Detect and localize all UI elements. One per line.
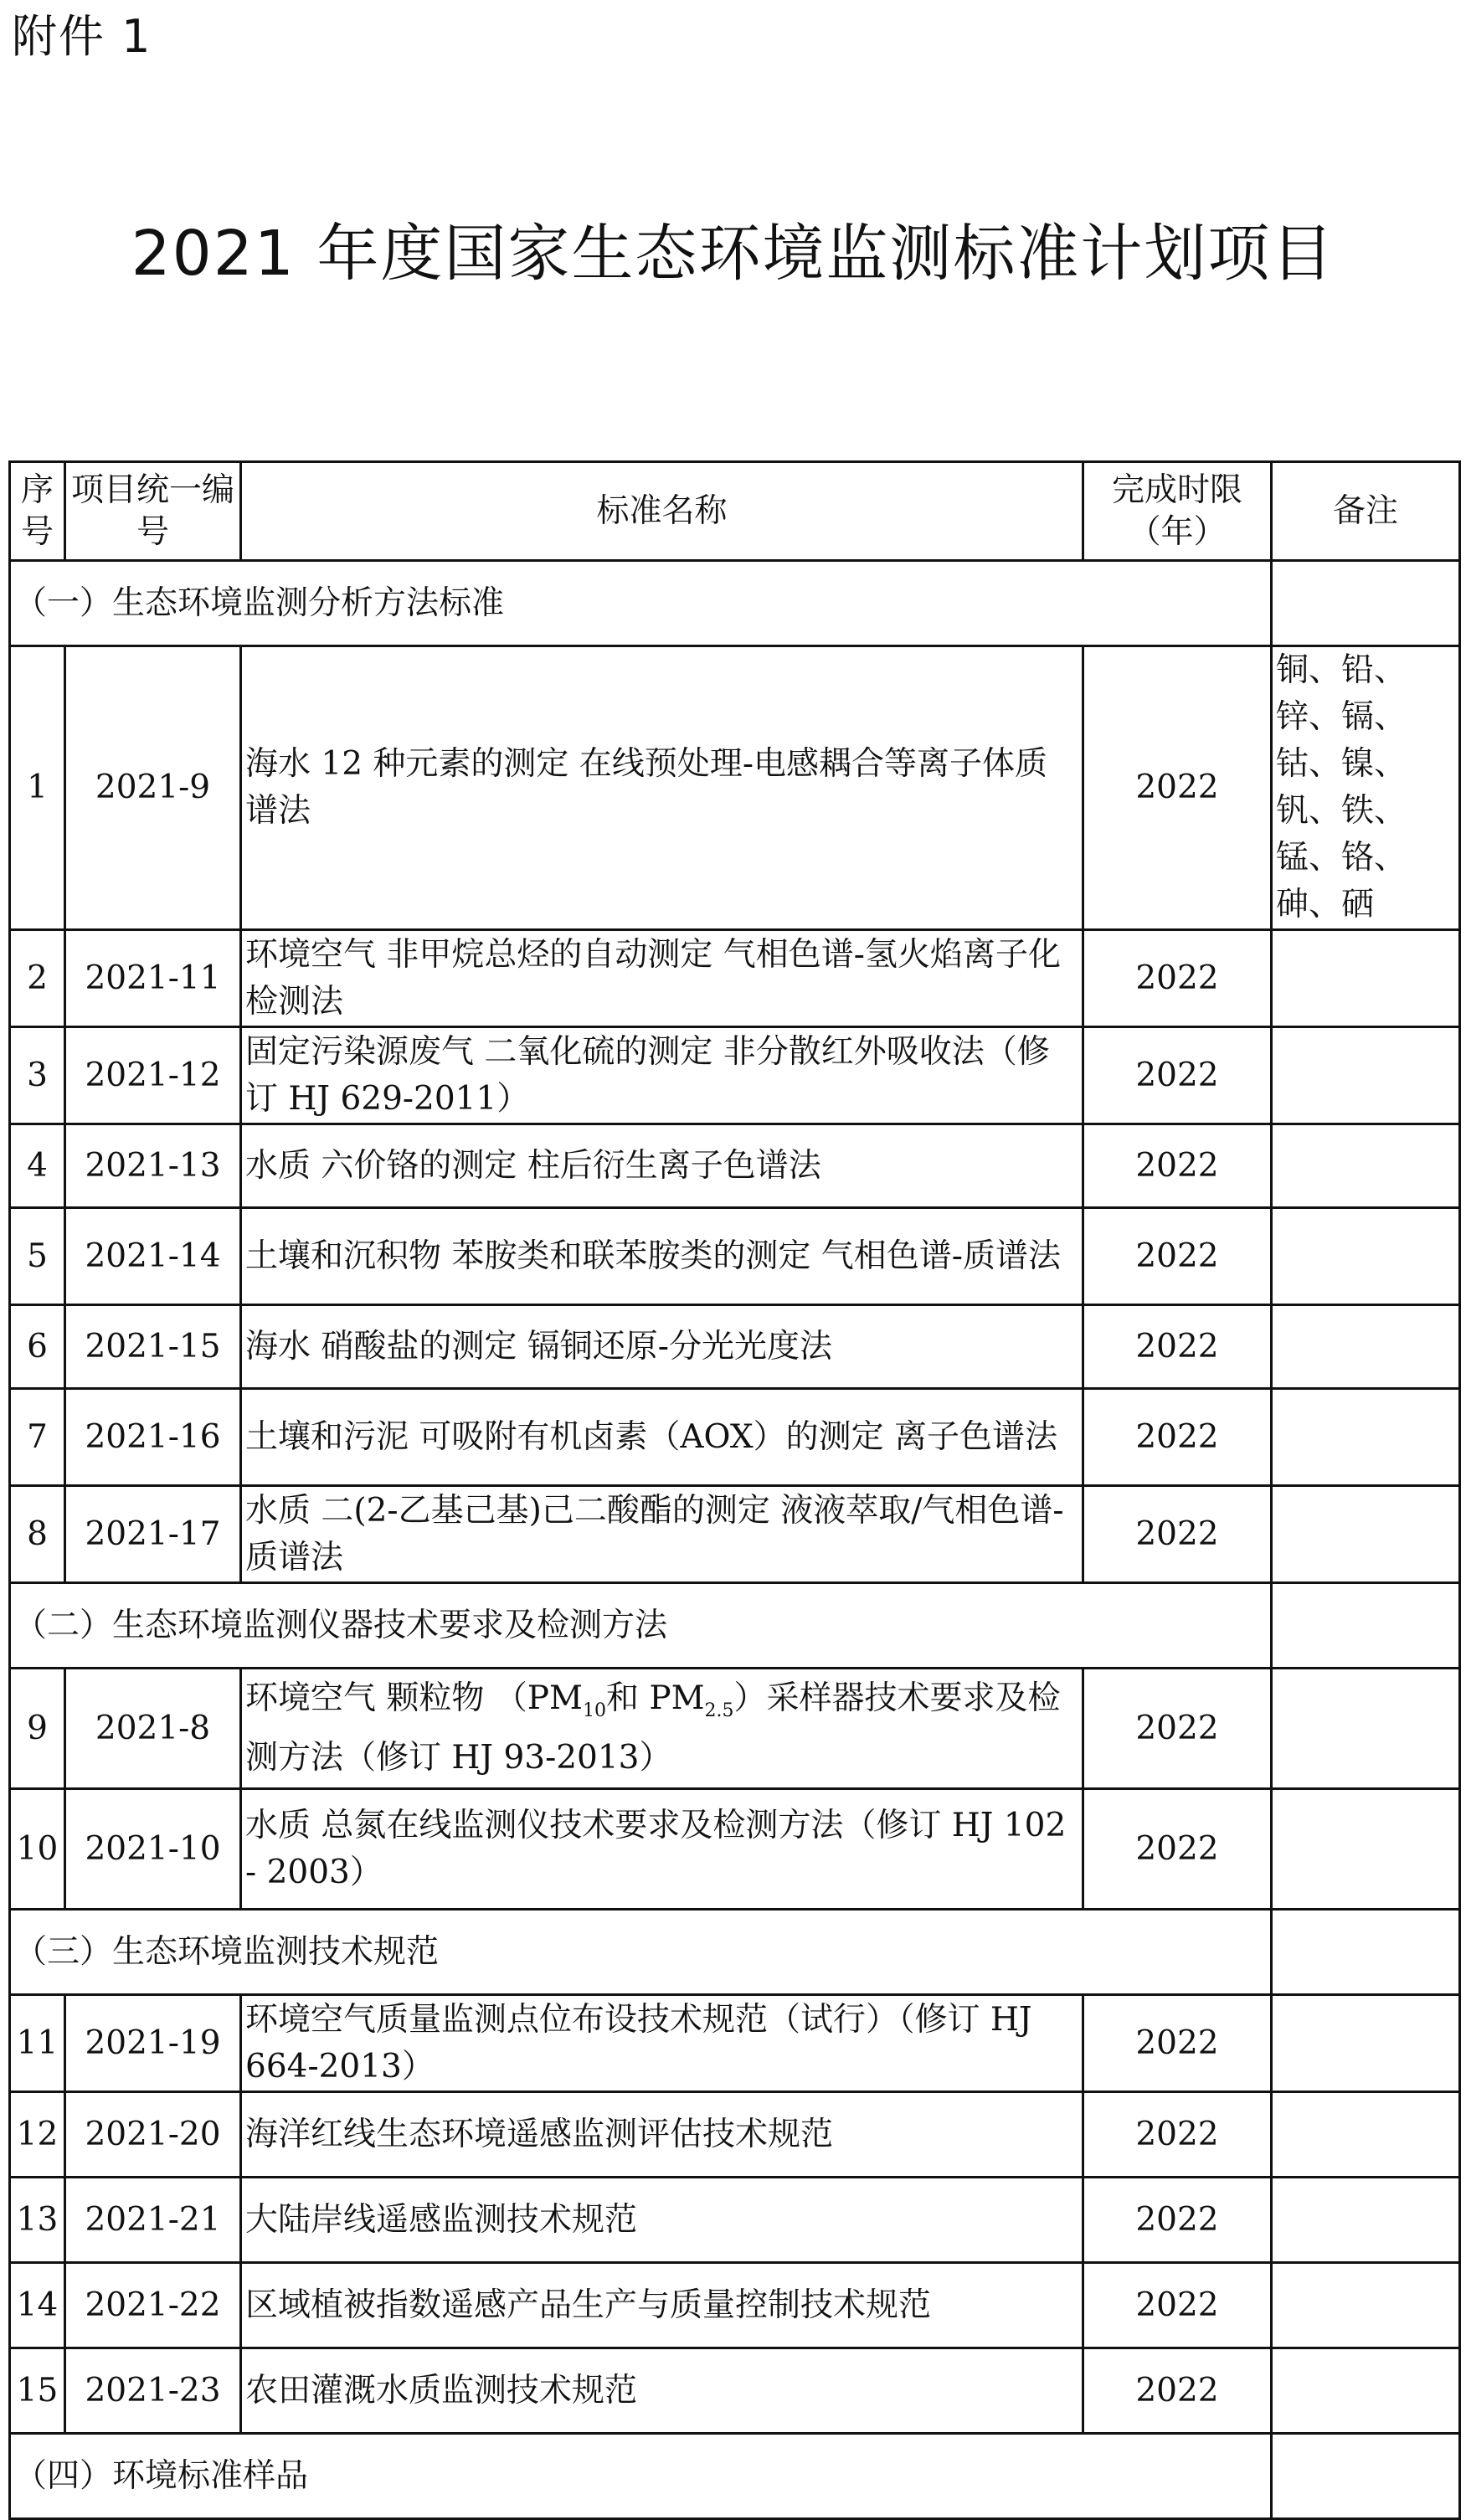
row-deadline: 2022 (1083, 2178, 1272, 2263)
row-code: 2021-10 (65, 1789, 241, 1910)
row-deadline: 2022 (1083, 1305, 1272, 1389)
row-code: 2021-17 (65, 1486, 241, 1583)
pm25-subscript: 2.5 (704, 1700, 734, 1721)
table-row (10, 1389, 1460, 1486)
row-standard-name: 水质 总氮在线监测仪技术要求及检测方法（修订 HJ 102 - 2003） (241, 1789, 1083, 1910)
row-remark (1272, 1027, 1460, 1124)
row-deadline: 2022 (1083, 1389, 1272, 1486)
row-deadline: 2022 (1083, 2348, 1272, 2434)
row-standard-name: 水质 二(2-乙基己基)己二酸酯的测定 液液萃取/气相色谱-质谱法 (241, 1486, 1083, 1583)
table-header-row (10, 462, 1460, 561)
section-remark-cell (1272, 2434, 1460, 2519)
table-row (10, 1669, 1460, 1789)
row-code: 2021-12 (65, 1027, 241, 1124)
row-remark (1272, 1124, 1460, 1208)
row-seq: 10 (10, 1789, 65, 1910)
name-part: ）采样器技术要求及检测方法（修订 HJ 93-2013） (245, 1679, 1061, 1777)
table-row (10, 2263, 1460, 2348)
column-header-name: 标准名称 (241, 462, 1083, 561)
row-remark (1272, 930, 1460, 1027)
row-remark (1272, 1669, 1460, 1789)
row-code: 2021-19 (65, 1995, 241, 2092)
row-remark (1272, 2178, 1460, 2263)
row-seq: 11 (10, 1995, 65, 2092)
standards-plan-table (8, 460, 1461, 2520)
row-code: 2021-21 (65, 2178, 241, 2263)
table-row (10, 1124, 1460, 1208)
row-remark (1272, 1305, 1460, 1389)
row-code: 2021-9 (65, 646, 241, 930)
row-seq: 7 (10, 1389, 65, 1486)
name-part: 和 PM (605, 1679, 705, 1718)
attachment-label: 附件 1 (12, 10, 152, 63)
row-standard-name: 农田灌溉水质监测技术规范 (241, 2348, 1083, 2434)
section-remark-cell (1272, 561, 1460, 646)
table-row (10, 2178, 1460, 2263)
row-deadline: 2022 (1083, 2092, 1272, 2178)
section-row (10, 1583, 1460, 1669)
row-remark (1272, 1389, 1460, 1486)
row-standard-name: 土壤和污泥 可吸附有机卤素（AOX）的测定 离子色谱法 (241, 1389, 1083, 1486)
row-remark (1272, 2263, 1460, 2348)
row-seq: 4 (10, 1124, 65, 1208)
column-header-remark: 备注 (1272, 462, 1460, 561)
row-standard-name: 环境空气质量监测点位布设技术规范（试行）（修订 HJ 664-2013） (241, 1995, 1083, 2092)
section-remark-cell (1272, 1583, 1460, 1669)
section-remark-cell (1272, 1910, 1460, 1995)
row-remark (1272, 2348, 1460, 2434)
section-row (10, 561, 1460, 646)
column-header-seq: 序号 (10, 462, 65, 561)
row-code: 2021-11 (65, 930, 241, 1027)
row-seq: 6 (10, 1305, 65, 1389)
row-deadline: 2022 (1083, 1486, 1272, 1583)
table-row (10, 2348, 1460, 2434)
row-remark: 铜、铅、锌、镉、钴、镍、钒、铁、锰、铬、砷、硒 (1272, 646, 1460, 930)
row-standard-name: 海洋红线生态环境遥感监测评估技术规范 (241, 2092, 1083, 2178)
row-standard-name (241, 1669, 1083, 1789)
row-seq: 15 (10, 2348, 65, 2434)
row-deadline: 2022 (1083, 646, 1272, 930)
row-seq: 14 (10, 2263, 65, 2348)
pm10-subscript: 10 (582, 1700, 606, 1721)
row-code: 2021-8 (65, 1669, 241, 1789)
table-row (10, 1208, 1460, 1305)
row-standard-name: 区域植被指数遥感产品生产与质量控制技术规范 (241, 2263, 1083, 2348)
row-seq: 1 (10, 646, 65, 930)
page-title: 2021 年度国家生态环境监测标准计划项目 (131, 218, 1335, 290)
row-remark (1272, 1208, 1460, 1305)
row-standard-name: 海水 硝酸盐的测定 镉铜还原-分光光度法 (241, 1305, 1083, 1389)
row-standard-name: 环境空气 非甲烷总烃的自动测定 气相色谱-氢火焰离子化检测法 (241, 930, 1083, 1027)
row-code: 2021-20 (65, 2092, 241, 2178)
row-deadline: 2022 (1083, 1124, 1272, 1208)
row-code: 2021-15 (65, 1305, 241, 1389)
table-row (10, 930, 1460, 1027)
row-remark (1272, 1486, 1460, 1583)
row-standard-name: 海水 12 种元素的测定 在线预处理-电感耦合等离子体质谱法 (241, 646, 1083, 930)
row-code: 2021-23 (65, 2348, 241, 2434)
table-row (10, 1305, 1460, 1389)
table-row (10, 1486, 1460, 1583)
row-standard-name: 水质 六价铬的测定 柱后衍生离子色谱法 (241, 1124, 1083, 1208)
section-heading: （一）生态环境监测分析方法标准 (10, 561, 1272, 646)
row-seq: 2 (10, 930, 65, 1027)
row-deadline: 2022 (1083, 1789, 1272, 1910)
row-code: 2021-16 (65, 1389, 241, 1486)
row-deadline: 2022 (1083, 2263, 1272, 2348)
row-remark (1272, 2092, 1460, 2178)
section-row (10, 2434, 1460, 2519)
section-row (10, 1910, 1460, 1995)
row-remark (1272, 1789, 1460, 1910)
row-standard-name: 固定污染源废气 二氧化硫的测定 非分散红外吸收法（修订 HJ 629-2011） (241, 1027, 1083, 1124)
row-seq: 5 (10, 1208, 65, 1305)
row-deadline: 2022 (1083, 930, 1272, 1027)
row-code: 2021-22 (65, 2263, 241, 2348)
row-seq: 3 (10, 1027, 65, 1124)
row-seq: 8 (10, 1486, 65, 1583)
table-row (10, 1027, 1460, 1124)
table-row (10, 2092, 1460, 2178)
row-seq: 9 (10, 1669, 65, 1789)
table-row (10, 1995, 1460, 2092)
table-row (10, 646, 1460, 930)
table-row (10, 1789, 1460, 1910)
row-deadline: 2022 (1083, 1027, 1272, 1124)
row-deadline: 2022 (1083, 1995, 1272, 2092)
row-deadline: 2022 (1083, 1669, 1272, 1789)
section-heading: （四）环境标准样品 (10, 2434, 1272, 2519)
row-deadline: 2022 (1083, 1208, 1272, 1305)
row-code: 2021-14 (65, 1208, 241, 1305)
row-seq: 13 (10, 2178, 65, 2263)
row-remark (1272, 1995, 1460, 2092)
section-heading: （三）生态环境监测技术规范 (10, 1910, 1272, 1995)
row-standard-name: 大陆岸线遥感监测技术规范 (241, 2178, 1083, 2263)
row-standard-name: 土壤和沉积物 苯胺类和联苯胺类的测定 气相色谱-质谱法 (241, 1208, 1083, 1305)
column-header-code: 项目统一编号 (65, 462, 241, 561)
section-heading: （二）生态环境监测仪器技术要求及检测方法 (10, 1583, 1272, 1669)
row-code: 2021-13 (65, 1124, 241, 1208)
column-header-deadline: 完成时限（年） (1083, 462, 1272, 561)
row-seq: 12 (10, 2092, 65, 2178)
name-part: 环境空气 颗粒物 （PM (245, 1679, 583, 1718)
